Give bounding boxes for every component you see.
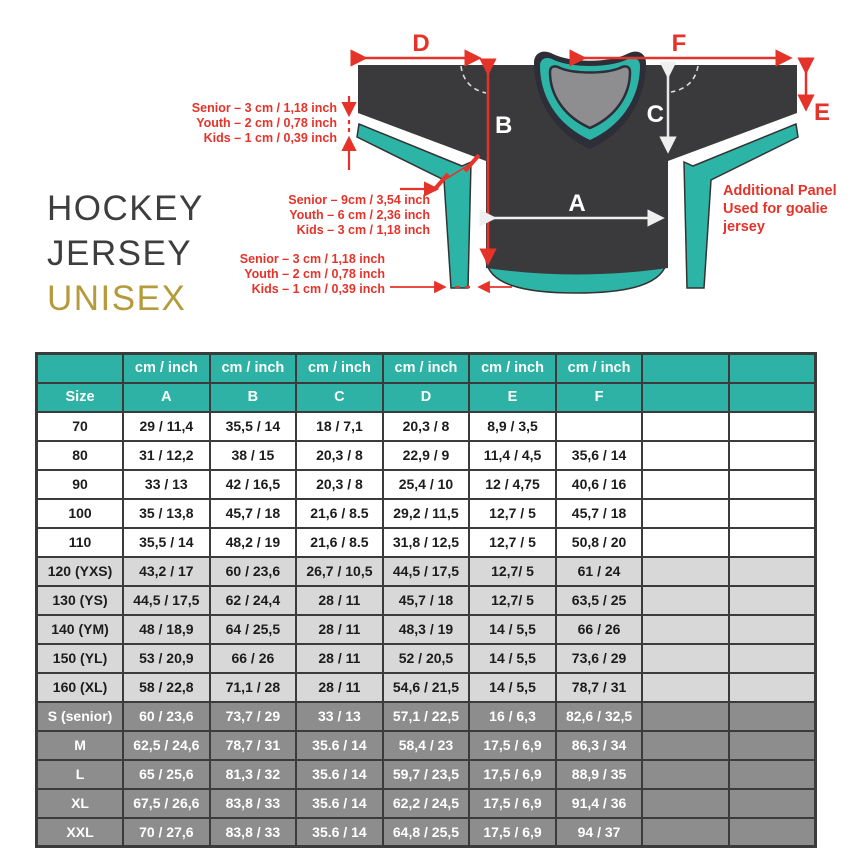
table-cell: 14 / 5,5 <box>469 615 556 644</box>
table-cell: XL <box>37 789 124 818</box>
table-cell: 14 / 5,5 <box>469 644 556 673</box>
table-cell <box>642 702 729 731</box>
table-header-cell: D <box>383 383 470 412</box>
table-cell: 110 <box>37 528 124 557</box>
table-row <box>37 412 816 441</box>
annotation-line: Senior – 3 cm / 1,18 inch <box>191 101 337 115</box>
table-header-cell <box>729 383 816 412</box>
annotation-line: Kids – 1 cm / 0,39 inch <box>251 282 385 296</box>
annotation-line: Kids – 1 cm / 0,39 inch <box>203 131 337 145</box>
title-line-3: UNISEX <box>47 279 187 318</box>
table-header-cell <box>729 354 816 383</box>
table-cell: 16 / 6,3 <box>469 702 556 731</box>
table-cell: 60 / 23,6 <box>210 557 297 586</box>
table-cell <box>729 818 816 847</box>
annotation-cuff-gap <box>192 101 337 146</box>
annotation-stripe-width <box>288 193 430 238</box>
table-cell: 160 (XL) <box>37 673 124 702</box>
table-cell: 60 / 23,6 <box>123 702 210 731</box>
table-cell <box>642 818 729 847</box>
table-cell: 20,3 / 8 <box>383 412 470 441</box>
table-cell: 66 / 26 <box>210 644 297 673</box>
table-cell: 83,8 / 33 <box>210 818 297 847</box>
table-cell: 70 <box>37 412 124 441</box>
table-cell: 83,8 / 33 <box>210 789 297 818</box>
table-header-cell: cm / inch <box>123 354 210 383</box>
table-cell: L <box>37 760 124 789</box>
table-header-cell: Size <box>37 383 124 412</box>
table-cell: 26,7 / 10,5 <box>296 557 383 586</box>
title-line-2: JERSEY <box>47 234 193 273</box>
table-cell: 35 / 13,8 <box>123 499 210 528</box>
table-cell: 62,2 / 24,5 <box>383 789 470 818</box>
table-cell <box>556 412 643 441</box>
table-cell <box>642 760 729 789</box>
table-cell <box>729 470 816 499</box>
annotation-line: Kids – 3 cm / 1,18 inch <box>296 223 430 237</box>
table-cell: 12,7 / 5 <box>469 528 556 557</box>
table-header-cell: cm / inch <box>469 354 556 383</box>
table-cell: 12,7/ 5 <box>469 586 556 615</box>
table-cell: 66 / 26 <box>556 615 643 644</box>
table-cell: 48,3 / 19 <box>383 615 470 644</box>
table-cell: 52 / 20,5 <box>383 644 470 673</box>
table-header-cell: A <box>123 383 210 412</box>
table-cell: 54,6 / 21,5 <box>383 673 470 702</box>
table-cell: 45,7 / 18 <box>556 499 643 528</box>
table-cell <box>729 528 816 557</box>
table-cell: 90 <box>37 470 124 499</box>
table-cell: 80 <box>37 441 124 470</box>
table-cell <box>729 615 816 644</box>
table-header-cell: cm / inch <box>556 354 643 383</box>
table-cell: 29 / 11,4 <box>123 412 210 441</box>
table-row <box>37 528 816 557</box>
table-cell: M <box>37 731 124 760</box>
table-header-row <box>37 354 816 383</box>
table-row <box>37 673 816 702</box>
size-table <box>35 352 817 848</box>
table-row <box>37 557 816 586</box>
table-header-cell: C <box>296 383 383 412</box>
table-header-cell: E <box>469 383 556 412</box>
table-row <box>37 615 816 644</box>
table-cell: 64 / 25,5 <box>210 615 297 644</box>
table-row <box>37 760 816 789</box>
table-cell: 57,1 / 22,5 <box>383 702 470 731</box>
table-cell: 100 <box>37 499 124 528</box>
table-cell: 44,5 / 17,5 <box>383 557 470 586</box>
table-cell: 82,6 / 32,5 <box>556 702 643 731</box>
table-cell: 71,1 / 28 <box>210 673 297 702</box>
annotation-line: Youth – 6 cm / 2,36 inch <box>289 208 430 222</box>
table-cell: 35,6 / 14 <box>556 441 643 470</box>
table-cell: 65 / 25,6 <box>123 760 210 789</box>
table-header-cell <box>642 383 729 412</box>
table-header-cell: F <box>556 383 643 412</box>
table-cell <box>642 731 729 760</box>
table-cell: 21,6 / 8.5 <box>296 499 383 528</box>
table-row <box>37 499 816 528</box>
table-cell: 28 / 11 <box>296 673 383 702</box>
table-cell <box>729 586 816 615</box>
label-f: F <box>671 30 687 57</box>
table-row <box>37 586 816 615</box>
table-cell: 140 (YM) <box>37 615 124 644</box>
table-cell: 14 / 5,5 <box>469 673 556 702</box>
table-row <box>37 818 816 847</box>
table-cell: 43,2 / 17 <box>123 557 210 586</box>
table-cell <box>729 731 816 760</box>
table-cell <box>642 586 729 615</box>
table-cell: 81,3 / 32 <box>210 760 297 789</box>
table-cell <box>729 412 816 441</box>
table-cell: 48,2 / 19 <box>210 528 297 557</box>
table-cell: 61 / 24 <box>556 557 643 586</box>
label-b: B <box>495 112 513 139</box>
table-cell: 130 (YS) <box>37 586 124 615</box>
table-cell: 35,5 / 14 <box>123 528 210 557</box>
table-cell: 45,7 / 18 <box>210 499 297 528</box>
table-cell <box>642 528 729 557</box>
table-cell: XXL <box>37 818 124 847</box>
table-cell: 62 / 24,4 <box>210 586 297 615</box>
table-cell: 12 / 4,75 <box>469 470 556 499</box>
annotation-line: Senior – 3 cm / 1,18 inch <box>239 252 385 266</box>
table-cell: 22,9 / 9 <box>383 441 470 470</box>
annotation-line: Senior – 9cm / 3,54 inch <box>288 193 430 207</box>
table-cell: 31,8 / 12,5 <box>383 528 470 557</box>
annotation-line: Youth – 2 cm / 0,78 inch <box>196 116 337 130</box>
table-cell: 31 / 12,2 <box>123 441 210 470</box>
annotation-line: Additional Panel <box>723 183 837 199</box>
table-cell: 70 / 27,6 <box>123 818 210 847</box>
table-cell: 35.6 / 14 <box>296 760 383 789</box>
table-cell: 94 / 37 <box>556 818 643 847</box>
table-cell <box>642 412 729 441</box>
title-line-1: HOCKEY <box>47 189 204 228</box>
table-cell: 42 / 16,5 <box>210 470 297 499</box>
table-header-cell: B <box>210 383 297 412</box>
table-cell: 58 / 22,8 <box>123 673 210 702</box>
table-cell: 48 / 18,9 <box>123 615 210 644</box>
table-cell: 17,5 / 6,9 <box>469 818 556 847</box>
table-cell <box>642 789 729 818</box>
label-c: C <box>646 101 664 128</box>
table-cell: 17,5 / 6,9 <box>469 789 556 818</box>
table-cell <box>729 557 816 586</box>
table-cell: 58,4 / 23 <box>383 731 470 760</box>
table-cell: 21,6 / 8.5 <box>296 528 383 557</box>
table-cell: 25,4 / 10 <box>383 470 470 499</box>
table-cell: 150 (YL) <box>37 644 124 673</box>
table-header-cell <box>37 354 124 383</box>
table-cell: 29,2 / 11,5 <box>383 499 470 528</box>
table-cell: 11,4 / 4,5 <box>469 441 556 470</box>
table-row <box>37 731 816 760</box>
table-cell <box>729 789 816 818</box>
annotation-bottom-gap <box>240 252 385 297</box>
table-cell: 38 / 15 <box>210 441 297 470</box>
table-cell: 40,6 / 16 <box>556 470 643 499</box>
table-cell: 35.6 / 14 <box>296 789 383 818</box>
table-header-cell: cm / inch <box>296 354 383 383</box>
annotation-line: jersey <box>723 219 765 235</box>
annotation-line: Used for goalie <box>723 201 828 217</box>
table-cell: 18 / 7,1 <box>296 412 383 441</box>
table-header-cell <box>642 354 729 383</box>
annotation-line: Youth – 2 cm / 0,78 inch <box>244 267 385 281</box>
table-header-cell: cm / inch <box>210 354 297 383</box>
table-cell <box>642 470 729 499</box>
table-row <box>37 789 816 818</box>
table-cell: 78,7 / 31 <box>556 673 643 702</box>
table-cell <box>642 644 729 673</box>
table-cell: 64,8 / 25,5 <box>383 818 470 847</box>
label-a: A <box>568 190 586 217</box>
table-cell <box>642 673 729 702</box>
table-row <box>37 441 816 470</box>
table-cell: S (senior) <box>37 702 124 731</box>
table-cell: 20,3 / 8 <box>296 441 383 470</box>
table-cell <box>642 499 729 528</box>
table-row <box>37 644 816 673</box>
table-cell: 45,7 / 18 <box>383 586 470 615</box>
table-cell <box>729 760 816 789</box>
table-cell: 33 / 13 <box>296 702 383 731</box>
label-e: E <box>814 99 831 126</box>
table-cell: 35.6 / 14 <box>296 818 383 847</box>
table-cell: 120 (YXS) <box>37 557 124 586</box>
table-cell: 53 / 20,9 <box>123 644 210 673</box>
table-cell: 17,5 / 6,9 <box>469 760 556 789</box>
table-cell <box>729 644 816 673</box>
table-cell: 33 / 13 <box>123 470 210 499</box>
table-cell: 28 / 11 <box>296 644 383 673</box>
table-cell <box>729 673 816 702</box>
table-cell: 50,8 / 20 <box>556 528 643 557</box>
label-d: D <box>412 30 430 57</box>
table-cell: 12,7 / 5 <box>469 499 556 528</box>
page-title <box>47 186 204 321</box>
table-cell: 28 / 11 <box>296 615 383 644</box>
table-cell: 91,4 / 36 <box>556 789 643 818</box>
table-cell: 28 / 11 <box>296 586 383 615</box>
table-cell: 12,7/ 5 <box>469 557 556 586</box>
table-cell <box>642 615 729 644</box>
table-cell: 8,9 / 3,5 <box>469 412 556 441</box>
table-cell <box>729 441 816 470</box>
table-row <box>37 702 816 731</box>
table-cell: 88,9 / 35 <box>556 760 643 789</box>
table-cell <box>642 557 729 586</box>
table-cell: 44,5 / 17,5 <box>123 586 210 615</box>
table-cell: 63,5 / 25 <box>556 586 643 615</box>
table-cell: 73,6 / 29 <box>556 644 643 673</box>
table-cell <box>729 499 816 528</box>
table-header-row <box>37 383 816 412</box>
table-cell: 86,3 / 34 <box>556 731 643 760</box>
table-cell: 35,5 / 14 <box>210 412 297 441</box>
table-cell: 67,5 / 26,6 <box>123 789 210 818</box>
table-cell <box>729 702 816 731</box>
table-cell: 17,5 / 6,9 <box>469 731 556 760</box>
table-cell <box>642 441 729 470</box>
table-cell: 62,5 / 24,6 <box>123 731 210 760</box>
table-cell: 73,7 / 29 <box>210 702 297 731</box>
table-cell: 78,7 / 31 <box>210 731 297 760</box>
table-row <box>37 470 816 499</box>
annotation-additional-panel <box>723 182 837 236</box>
table-header-cell: cm / inch <box>383 354 470 383</box>
table-cell: 35.6 / 14 <box>296 731 383 760</box>
table-cell: 20,3 / 8 <box>296 470 383 499</box>
table-cell: 59,7 / 23,5 <box>383 760 470 789</box>
